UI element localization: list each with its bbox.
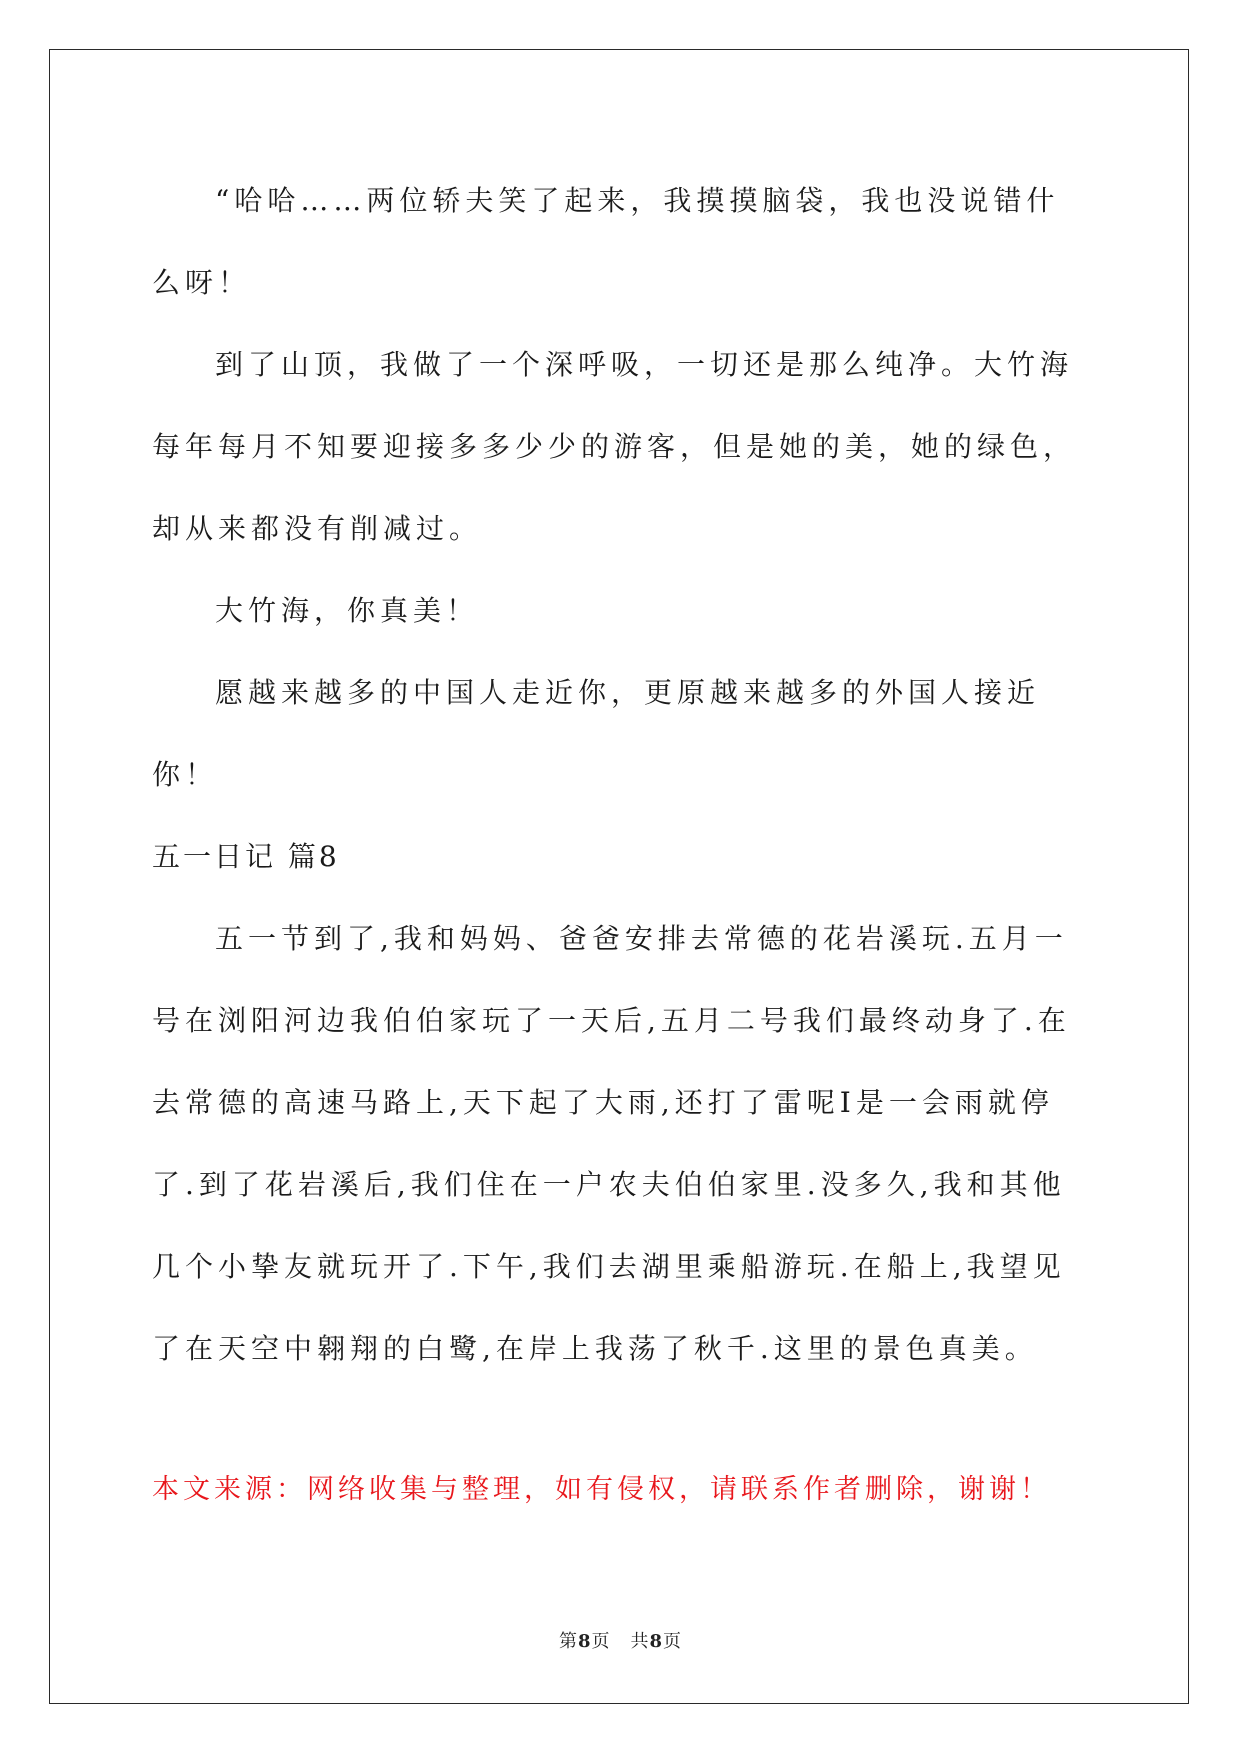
page-suffix: 页 — [591, 1631, 611, 1652]
total-prefix: 共 — [630, 1631, 650, 1652]
paragraph-4: 愿越来越多的中国人走近你，更原越来越多的外国人接近你！ — [152, 676, 1041, 791]
section-paragraph-1: 五一节到了,我和妈妈、爸爸安排去常德的花岩溪玩.五月一号在浏阳河边我伯伯家玩了一天后,五月二号我们最终动身了.在去常德的高速马路上,天下起了大雨,还打了雷呢I是一会雨就停了.到了花岩溪后,我们住在一户农夫伯伯家里.没多久,我和其他几个小挚友就玩开了.下午,我们去湖里乘船游玩.在船上,我望见了在天空中翱翔的白鹭,在岸上我荡了秋千.这里的景色真美。 — [152, 922, 1071, 1365]
page-prefix: 第 — [558, 1631, 578, 1652]
page-current: 8 — [577, 1631, 592, 1652]
source-note: 本文来源：网络收集与整理，如有侵权，请联系作者删除，谢谢！ — [152, 1474, 1051, 1505]
paragraph-3: 大竹海，你真美！ — [215, 594, 480, 627]
document-body — [152, 160, 1092, 1512]
section-heading: 五一日记 篇8 — [152, 840, 340, 873]
paragraph-2: 到了山顶，我做了一个深呼吸，一切还是那么纯净。大竹海每年每月不知要迎接多多少少的游客，但是她的美，她的绿色，却从来都没有削减过。 — [152, 348, 1077, 545]
paragraph-1: “哈哈……两位轿夫笑了起来，我摸摸脑袋，我也没说错什么呀！ — [152, 184, 1060, 299]
total-suffix: 页 — [663, 1631, 683, 1652]
page-footer — [0, 1627, 1241, 1653]
page-total: 8 — [649, 1631, 664, 1652]
